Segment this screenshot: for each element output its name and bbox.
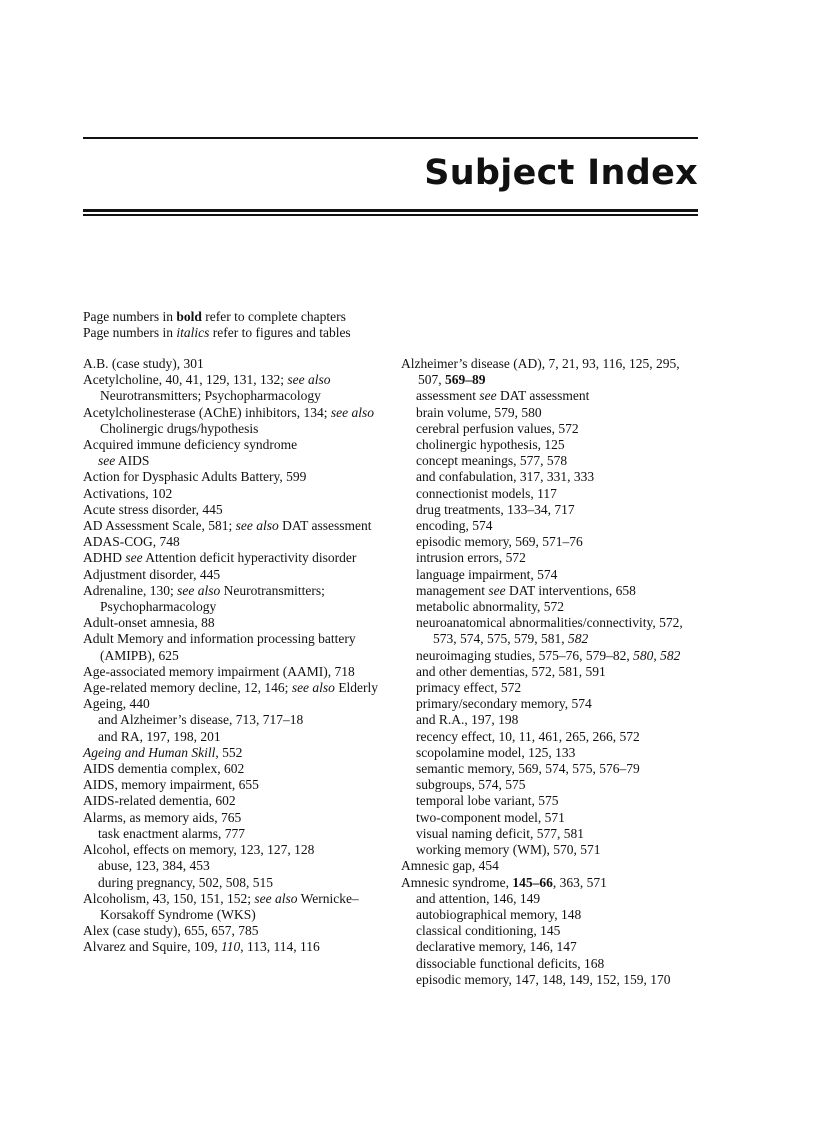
- entry-text-part: 110: [220, 939, 241, 955]
- entry-text-part: two-component model, 571: [416, 809, 565, 825]
- entry-text-part: AIDS dementia complex, 602: [83, 761, 245, 777]
- entry-text-part: refer to complete chapters: [201, 309, 346, 324]
- entry-text-part: see also: [254, 890, 298, 906]
- index-subentry: [401, 712, 706, 728]
- entry-text-part: Wernicke–Korsakoff Syndrome (WKS): [100, 890, 359, 922]
- entry-text-part: declarative memory, 146, 147: [416, 939, 577, 955]
- entry-text-part: see also: [291, 680, 335, 696]
- index-entry: [83, 534, 388, 550]
- entry-text-part: see: [98, 453, 116, 469]
- index-entry: [83, 405, 388, 437]
- index-subentry: [401, 956, 706, 972]
- entry-text-part: primacy effect, 572: [416, 680, 522, 696]
- entry-text-part: semantic memory, 569, 574, 575, 576–79: [416, 761, 640, 777]
- entry-text-part: Alvarez and Squire, 109,: [83, 939, 221, 955]
- index-subentry: [83, 826, 388, 842]
- index-subentry: [401, 907, 706, 923]
- entry-text-part: abuse, 123, 384, 453: [98, 858, 210, 874]
- entry-text-part: visual naming deficit, 577, 581: [416, 825, 584, 841]
- entry-text-part: Page numbers in: [83, 309, 177, 324]
- entry-text-part: and Alzheimer’s disease, 713, 717–18: [98, 712, 304, 728]
- entry-text-part: A.B. (case study), 301: [83, 356, 204, 371]
- entry-text-part: italics: [176, 325, 210, 341]
- entry-text-part: Adjustment disorder, 445: [83, 566, 221, 582]
- index-entry: [83, 615, 388, 631]
- entry-text-part: see also: [235, 518, 279, 534]
- entry-text-part: and R.A., 197, 198: [416, 712, 519, 728]
- index-entry: [83, 664, 388, 680]
- entry-text-part: Amnesic syndrome,: [401, 874, 513, 890]
- entry-text-part: Alcoholism, 43, 150, 151, 152;: [83, 890, 255, 906]
- entry-text-part: 145–66: [512, 874, 553, 890]
- intro-line: [83, 325, 351, 341]
- entry-text-part: and RA, 197, 198, 201: [98, 728, 221, 744]
- index-subentry: [401, 664, 706, 680]
- entry-text-part: episodic memory, 147, 148, 149, 152, 159, 170: [416, 971, 671, 987]
- entry-text-part: DAT interventions, 658: [505, 582, 636, 598]
- entry-text-part: Neurotransmitters; Psychopharmacology: [100, 388, 321, 404]
- entry-text-part: dissociable functional deficits, 168: [416, 955, 605, 971]
- index-entry: [83, 518, 388, 534]
- entry-text-part: Ageing, 440: [83, 696, 150, 712]
- index-subentry: [401, 745, 706, 761]
- entry-text-part: Acute stress disorder, 445: [83, 501, 223, 517]
- index-subentry: [401, 518, 706, 534]
- index-subentry: [401, 680, 706, 696]
- entry-text-part: scopolamine model, 125, 133: [416, 744, 576, 760]
- entry-text-part: episodic memory, 569, 571–76: [416, 534, 583, 550]
- index-subentry: [401, 810, 706, 826]
- entry-text-part: , 363, 571: [552, 874, 607, 890]
- entry-text-part: Adrenaline, 130;: [83, 582, 178, 598]
- index-entry: [83, 777, 388, 793]
- index-entry: [83, 761, 388, 777]
- index-subentry: [83, 858, 388, 874]
- index-subentry: [401, 923, 706, 939]
- index-entry: [83, 437, 388, 453]
- entry-text-part: see also: [287, 372, 331, 388]
- entry-text-part: working memory (WM), 570, 571: [416, 842, 601, 858]
- entry-text-part: Alcohol, effects on memory, 123, 127, 128: [83, 842, 315, 858]
- index-subentry: [401, 469, 706, 485]
- entry-text-part: classical conditioning, 145: [416, 923, 561, 939]
- entry-text-part: and other dementias, 572, 581, 591: [416, 663, 606, 679]
- entry-text-part: Acquired immune deficiency syndrome: [83, 437, 298, 453]
- entry-text-part: Age-associated memory impairment (AAMI), 718: [83, 663, 355, 679]
- entry-text-part: encoding, 574: [416, 518, 493, 534]
- entry-text-part: Acetylcholinesterase (AChE) inhibitors, 134;: [83, 404, 331, 420]
- entry-text-part: AIDS-related dementia, 602: [83, 793, 236, 809]
- index-subentry: [401, 648, 706, 664]
- index-entry: [83, 550, 388, 566]
- index-subentry: [401, 939, 706, 955]
- entry-text-part: temporal lobe variant, 575: [416, 793, 559, 809]
- index-entry: [83, 486, 388, 502]
- title-rule-top: [83, 137, 698, 139]
- entry-text-part: , 113, 114, 116: [240, 939, 320, 955]
- entry-text-part: Ageing and Human Skill: [83, 744, 216, 760]
- index-subentry: [401, 696, 706, 712]
- entry-text-part: subgroups, 574, 575: [416, 777, 526, 793]
- entry-text-part: Amnesic gap, 454: [401, 858, 499, 874]
- index-subentry: [401, 502, 706, 518]
- index-subentry: [83, 453, 388, 469]
- index-entry: [401, 875, 706, 891]
- entry-text-part: cholinergic hypothesis, 125: [416, 437, 565, 453]
- entry-text-part: Age-related memory decline, 12, 146;: [83, 680, 292, 696]
- index-subentry: [401, 793, 706, 809]
- entry-text-part: autobiographical memory, 148: [416, 906, 582, 922]
- index-subentry: [401, 972, 706, 988]
- entry-text-part: Alzheimer’s disease (AD), 7, 21, 93, 116, 125, 295, 507,: [401, 356, 680, 388]
- index-subentry: [401, 421, 706, 437]
- entry-text-part: Alex (case study), 655, 657, 785: [83, 923, 259, 939]
- index-subentry: [401, 534, 706, 550]
- entry-text-part: during pregnancy, 502, 508, 515: [98, 874, 273, 890]
- index-subentry: [401, 777, 706, 793]
- intro-line: [83, 309, 351, 325]
- entry-text-part: refer to figures and tables: [209, 325, 351, 341]
- title-rule-bottom-thick: [83, 209, 698, 212]
- index-entry: [83, 567, 388, 583]
- entry-text-part: , 552: [215, 744, 243, 760]
- entry-text-part: Alarms, as memory aids, 765: [83, 809, 242, 825]
- index-subentry: [401, 437, 706, 453]
- index-entry: [83, 842, 388, 858]
- entry-text-part: Acetylcholine, 40, 41, 129, 131, 132;: [83, 372, 288, 388]
- index-entry: [83, 356, 388, 372]
- entry-text-part: and attention, 146, 149: [416, 890, 541, 906]
- index-subentry: [401, 583, 706, 599]
- index-intro-notes: [83, 309, 351, 341]
- entry-text-part: ADAS-COG, 748: [83, 534, 180, 550]
- entry-text-part: management: [416, 582, 489, 598]
- index-entry: [83, 891, 388, 923]
- index-subentry: [83, 875, 388, 891]
- entry-text-part: Activations, 102: [83, 485, 173, 501]
- entry-text-part: Neurotransmitters; Psychopharmacology: [100, 582, 325, 615]
- index-subentry: [401, 826, 706, 842]
- entry-text-part: AIDS, memory impairment, 655: [83, 777, 259, 793]
- index-subentry: [401, 550, 706, 566]
- entry-text-part: intrusion errors, 572: [416, 550, 526, 566]
- entry-text-part: 580: [633, 647, 654, 663]
- index-subentry: [83, 712, 388, 728]
- entry-text-part: Adult-onset amnesia, 88: [83, 615, 215, 631]
- index-entry: [83, 939, 388, 955]
- index-entry: [83, 923, 388, 939]
- entry-text-part: metabolic abnormality, 572: [416, 599, 564, 615]
- entry-text-part: Adult Memory and information processing battery (AMIPB), 625: [83, 631, 356, 663]
- entry-text-part: Action for Dysphasic Adults Battery, 599: [83, 469, 307, 485]
- index-entry: [83, 793, 388, 809]
- index-column-right: [401, 356, 706, 988]
- entry-text-part: Cholinergic drugs/hypothesis: [100, 420, 259, 436]
- entry-text-part: see: [125, 550, 143, 566]
- page-title: Subject Index: [424, 153, 698, 193]
- entry-text-part: 582: [660, 647, 681, 663]
- index-subentry: [401, 388, 706, 404]
- entry-text-part: and confabulation, 317, 331, 333: [416, 469, 595, 485]
- entry-text-part: Elderly: [334, 680, 379, 696]
- entry-text-part: task enactment alarms, 777: [98, 825, 245, 841]
- index-entry: [83, 810, 388, 826]
- entry-text-part: assessment: [416, 388, 480, 404]
- entry-text-part: DAT assessment: [278, 518, 372, 534]
- index-entry: [83, 696, 388, 712]
- entry-text-part: DAT assessment: [496, 388, 590, 404]
- index-subentry: [401, 453, 706, 469]
- index-subentry: [401, 405, 706, 421]
- title-rule-bottom-thin: [83, 214, 698, 216]
- index-subentry: [401, 729, 706, 745]
- entry-text-part: Page numbers in: [83, 325, 177, 341]
- index-subentry: [401, 891, 706, 907]
- index-subentry: [401, 486, 706, 502]
- index-entry: [83, 631, 388, 663]
- index-entry: [83, 745, 388, 761]
- index-entry: [401, 356, 706, 388]
- entry-text-part: cerebral perfusion values, 572: [416, 420, 579, 436]
- entry-text-part: drug treatments, 133–34, 717: [416, 501, 575, 517]
- index-subentry: [401, 761, 706, 777]
- index-subentry: [401, 599, 706, 615]
- entry-text-part: brain volume, 579, 580: [416, 404, 542, 420]
- entry-text-part: concept meanings, 577, 578: [416, 453, 568, 469]
- index-subentry: [83, 729, 388, 745]
- entry-text-part: see also: [177, 582, 221, 598]
- index-entry: [401, 858, 706, 874]
- entry-text-part: see: [479, 388, 497, 404]
- index-entry: [83, 583, 388, 615]
- entry-text-part: neuroanatomical abnormalities/connectivity, 572, 573, 574, 575, 579, 581,: [416, 615, 683, 647]
- entry-text-part: 569–89: [445, 372, 486, 388]
- index-column-left: [83, 356, 388, 956]
- index-subentry: [401, 842, 706, 858]
- entry-text-part: 582: [568, 631, 589, 647]
- index-entry: [83, 372, 388, 404]
- entry-text-part: ADHD: [83, 550, 126, 566]
- entry-text-part: see: [488, 582, 506, 598]
- index-entry: [83, 680, 388, 696]
- entry-text-part: see also: [330, 404, 374, 420]
- index-subentry: [401, 567, 706, 583]
- index-entry: [83, 502, 388, 518]
- entry-text-part: bold: [176, 309, 202, 324]
- entry-text-part: recency effect, 10, 11, 461, 265, 266, 572: [416, 728, 640, 744]
- entry-text-part: ,: [653, 647, 661, 663]
- index-entry: [83, 469, 388, 485]
- entry-text-part: Attention deficit hyperactivity disorder: [142, 550, 357, 566]
- entry-text-part: neuroimaging studies, 575–76, 579–82,: [416, 647, 634, 663]
- entry-text-part: AIDS: [115, 453, 150, 469]
- entry-text-part: connectionist models, 117: [416, 485, 557, 501]
- index-subentry: [401, 615, 706, 647]
- entry-text-part: primary/secondary memory, 574: [416, 696, 592, 712]
- entry-text-part: AD Assessment Scale, 581;: [83, 518, 236, 534]
- entry-text-part: language impairment, 574: [416, 566, 558, 582]
